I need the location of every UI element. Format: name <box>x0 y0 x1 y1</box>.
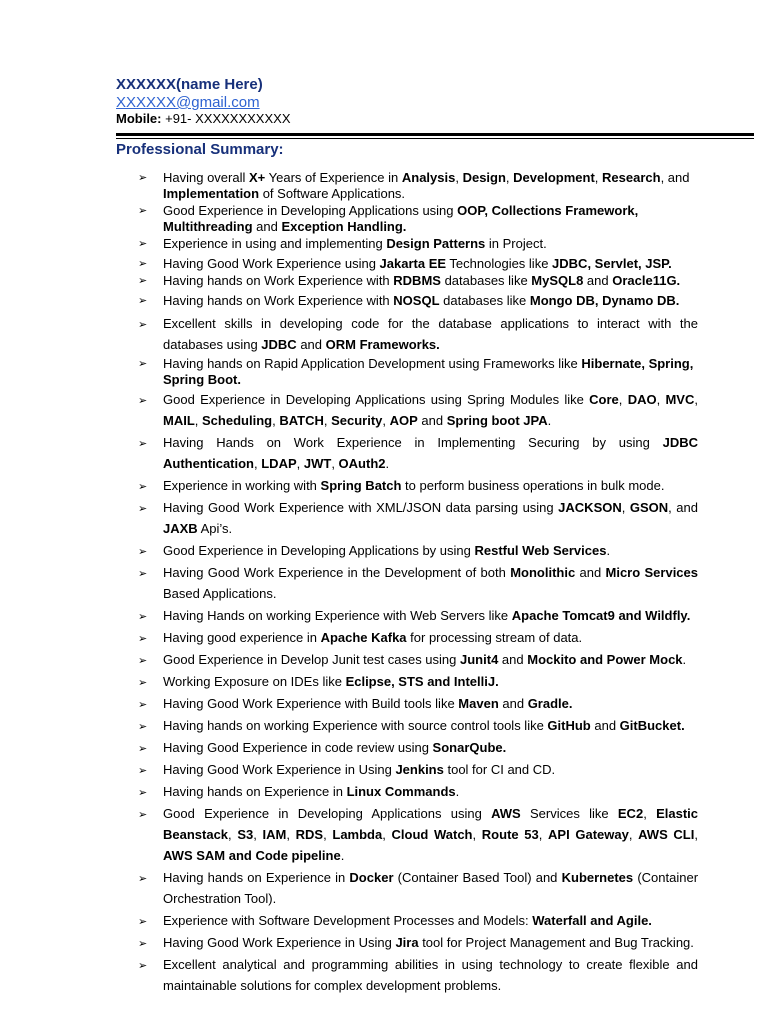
arrow-bullet-icon: ➢ <box>138 655 148 667</box>
summary-keyword: JDBC, Servlet, JSP. <box>552 256 672 271</box>
summary-keyword: AWS CLI <box>638 827 695 842</box>
summary-keyword: Jakarta EE <box>379 256 447 271</box>
summary-text: and <box>252 219 282 234</box>
summary-text: Having hands on Work Experience with <box>163 273 394 288</box>
summary-keyword: Jira <box>395 935 419 950</box>
summary-keyword: Apache Tomcat9 and Wildfly. <box>511 608 691 623</box>
summary-keyword: Micro Services <box>605 565 698 580</box>
summary-keyword: OAuth2 <box>338 456 386 471</box>
summary-text: , <box>594 170 603 185</box>
summary-keyword: OOP, Collections Framework, Multithreading <box>163 203 639 234</box>
summary-text: Having Good Work Experience in Using <box>163 935 396 950</box>
summary-keyword: Spring boot JPA <box>446 413 548 428</box>
summary-list <box>0 170 768 997</box>
summary-text: and <box>583 273 613 288</box>
summary-item <box>0 356 768 388</box>
summary-keyword: Kubernetes <box>561 870 634 885</box>
summary-text: , <box>382 827 392 842</box>
summary-keyword: Route 53 <box>481 827 539 842</box>
summary-item <box>0 867 768 909</box>
summary-text: of Software Applications. <box>259 186 406 201</box>
arrow-bullet-icon: ➢ <box>138 743 148 755</box>
arrow-bullet-icon: ➢ <box>138 275 148 287</box>
summary-text: Having hands on Experience in <box>163 784 347 799</box>
summary-keyword: JDBC Authentication <box>163 435 698 471</box>
summary-keyword: Eclipse, STS and IntelliJ. <box>345 674 499 689</box>
summary-text: , <box>296 456 304 471</box>
summary-item <box>0 715 768 736</box>
summary-item <box>0 540 768 561</box>
summary-text: Having Good Work Experience in Using <box>163 762 396 777</box>
arrow-bullet-icon: ➢ <box>138 721 148 733</box>
summary-keyword: AWS SAM and Code pipeline <box>163 848 341 863</box>
summary-text: , <box>254 456 262 471</box>
summary-keyword: MVC <box>665 392 695 407</box>
mobile-line <box>116 111 290 126</box>
summary-keyword: Core <box>589 392 619 407</box>
summary-text: , and <box>668 500 698 515</box>
summary-keyword: Oracle11G. <box>612 273 681 288</box>
summary-keyword: Analysis <box>401 170 456 185</box>
summary-keyword: DAO <box>627 392 657 407</box>
summary-text: , <box>618 392 628 407</box>
summary-text: Good Experience in Develop Junit test cases using <box>163 652 461 667</box>
summary-text: , <box>472 827 482 842</box>
summary-keyword: Apache Kafka <box>320 630 407 645</box>
summary-keyword: GSON <box>629 500 669 515</box>
summary-item <box>0 954 768 996</box>
summary-text: Good Experience in Developing Applications using Spring Modules like <box>163 392 590 407</box>
summary-text: . <box>606 543 611 558</box>
summary-keyword: Restful Web Services <box>474 543 607 558</box>
summary-keyword: Design Patterns <box>386 236 486 251</box>
summary-keyword: EC2 <box>617 806 644 821</box>
summary-text: Having hands on Experience in <box>163 870 350 885</box>
candidate-name: XXXXXX(name Here) <box>116 76 263 93</box>
summary-keyword: S3 <box>237 827 254 842</box>
summary-item <box>0 781 768 802</box>
summary-text: and <box>296 337 326 352</box>
arrow-bullet-icon: ➢ <box>138 960 148 972</box>
summary-text: Years of Experience in <box>265 170 402 185</box>
summary-keyword: ORM Frameworks. <box>325 337 440 352</box>
summary-keyword: Scheduling <box>202 413 273 428</box>
summary-text: for processing stream of data. <box>406 630 583 645</box>
summary-text: Working Exposure on IDEs like <box>163 674 346 689</box>
summary-text: to perform business operations in bulk mode. <box>401 478 665 493</box>
summary-keyword: LDAP <box>261 456 297 471</box>
summary-item <box>0 293 768 309</box>
summary-text: , <box>228 827 238 842</box>
arrow-bullet-icon: ➢ <box>138 916 148 928</box>
summary-item <box>0 803 768 866</box>
arrow-bullet-icon: ➢ <box>138 938 148 950</box>
summary-item <box>0 932 768 953</box>
summary-keyword: JAXB <box>163 521 198 536</box>
summary-text: , <box>694 392 698 407</box>
summary-keyword: Hibernate, Spring, Spring Boot. <box>163 356 694 387</box>
summary-keyword: JDBC <box>261 337 297 352</box>
summary-keyword: MAIL <box>163 413 195 428</box>
summary-text: , <box>253 827 263 842</box>
summary-keyword: Implementation <box>163 186 260 201</box>
arrow-bullet-icon: ➢ <box>138 873 148 885</box>
arrow-bullet-icon: ➢ <box>138 633 148 645</box>
summary-text: and <box>575 565 606 580</box>
summary-keyword: NOSQL <box>393 293 440 308</box>
summary-text: (Container Orchestration Tool). <box>163 870 699 906</box>
summary-keyword: GitBucket. <box>619 718 685 733</box>
summary-text: tool for Project Management and Bug Tracking. <box>418 935 694 950</box>
summary-text: . <box>682 652 687 667</box>
summary-text: , <box>323 413 332 428</box>
summary-keyword: Maven <box>458 696 499 711</box>
summary-item <box>0 432 768 474</box>
summary-text: , <box>323 827 333 842</box>
summary-item <box>0 273 768 289</box>
summary-item <box>0 497 768 539</box>
summary-text: . <box>385 456 390 471</box>
section-title: Professional Summary: <box>116 141 284 158</box>
header-divider-thin <box>116 138 754 139</box>
summary-keyword: Lambda <box>332 827 383 842</box>
summary-text: , <box>628 827 639 842</box>
summary-text: Having hands on Work Experience with <box>163 293 394 308</box>
summary-keyword: AOP <box>389 413 418 428</box>
summary-text: tool for CI and CD. <box>443 762 556 777</box>
summary-keyword: RDS <box>295 827 324 842</box>
summary-text: and <box>498 696 528 711</box>
arrow-bullet-icon: ➢ <box>138 395 148 407</box>
summary-keyword: BATCH <box>279 413 324 428</box>
summary-item <box>0 256 768 272</box>
summary-text: Good Experience in Developing Applications using <box>163 806 492 821</box>
summary-text: Api’s. <box>197 521 233 536</box>
summary-text: . <box>340 848 345 863</box>
summary-text: , <box>455 170 463 185</box>
summary-text: and <box>498 652 528 667</box>
summary-text: , <box>656 392 666 407</box>
summary-keyword: JWT <box>303 456 332 471</box>
arrow-bullet-icon: ➢ <box>138 481 148 493</box>
summary-item <box>0 627 768 648</box>
summary-text: Services like <box>520 806 618 821</box>
summary-text: and <box>417 413 447 428</box>
arrow-bullet-icon: ➢ <box>138 438 148 450</box>
summary-text: . <box>547 413 552 428</box>
summary-text: Good Experience in Developing Applications using <box>163 203 458 218</box>
summary-text: , <box>621 500 630 515</box>
arrow-bullet-icon: ➢ <box>138 568 148 580</box>
arrow-bullet-icon: ➢ <box>138 358 148 370</box>
arrow-bullet-icon: ➢ <box>138 809 148 821</box>
arrow-bullet-icon: ➢ <box>138 503 148 515</box>
summary-text: , <box>331 456 339 471</box>
summary-keyword: Waterfall and Agile. <box>532 913 652 928</box>
arrow-bullet-icon: ➢ <box>138 699 148 711</box>
arrow-bullet-icon: ➢ <box>138 611 148 623</box>
summary-text: , <box>272 413 280 428</box>
summary-keyword: Spring Batch <box>320 478 402 493</box>
summary-keyword: Docker <box>349 870 394 885</box>
summary-text: in Project. <box>485 236 547 251</box>
summary-keyword: RDBMS <box>393 273 441 288</box>
arrow-bullet-icon: ➢ <box>138 677 148 689</box>
arrow-bullet-icon: ➢ <box>138 546 148 558</box>
summary-text: Technologies like <box>446 256 553 271</box>
summary-text: , <box>538 827 549 842</box>
summary-text: Having hands on working Experience with source control tools like <box>163 718 548 733</box>
summary-item <box>0 693 768 714</box>
summary-keyword: SonarQube. <box>432 740 507 755</box>
summary-text: Excellent analytical and programming abilities in using technology to create flexible and maintainable solutions for complex development problems. <box>163 957 698 993</box>
summary-text: , <box>382 413 390 428</box>
summary-text: Based Applications. <box>163 586 277 601</box>
summary-keyword: Research <box>602 170 661 185</box>
summary-item <box>0 671 768 692</box>
summary-item <box>0 389 768 431</box>
summary-text: Having Good Work Experience with XML/JSON data parsing using <box>163 500 559 515</box>
summary-keyword: Monolithic <box>510 565 576 580</box>
summary-item <box>0 236 768 252</box>
summary-keyword: GitHub <box>547 718 591 733</box>
arrow-bullet-icon: ➢ <box>138 258 148 270</box>
summary-item <box>0 170 768 202</box>
summary-keyword: IAM <box>262 827 287 842</box>
summary-item <box>0 313 768 355</box>
summary-keyword: API Gateway <box>548 827 629 842</box>
summary-keyword: Mockito and Power Mock <box>527 652 683 667</box>
summary-text: , <box>505 170 514 185</box>
summary-text: , <box>286 827 296 842</box>
summary-keyword: X+ <box>249 170 266 185</box>
summary-item <box>0 910 768 931</box>
summary-item <box>0 203 768 235</box>
summary-keyword: Linux Commands <box>346 784 456 799</box>
arrow-bullet-icon: ➢ <box>138 172 148 184</box>
summary-keyword: Elastic Beanstack <box>163 806 698 842</box>
summary-text: Having Good Work Experience with Build tools like <box>163 696 459 711</box>
summary-text: Experience in using and implementing <box>163 236 387 251</box>
summary-keyword: Security <box>331 413 383 428</box>
summary-text: Experience in working with <box>163 478 321 493</box>
summary-keyword: Junit4 <box>460 652 499 667</box>
summary-text: , <box>643 806 657 821</box>
summary-text: (Container Based Tool) and <box>393 870 562 885</box>
summary-text: , <box>194 413 203 428</box>
summary-item <box>0 759 768 780</box>
summary-text: Having overall <box>163 170 249 185</box>
arrow-bullet-icon: ➢ <box>138 765 148 777</box>
summary-keyword: Gradle. <box>527 696 573 711</box>
summary-keyword: JACKSON <box>558 500 622 515</box>
summary-text: , <box>694 827 698 842</box>
summary-text: databases like <box>440 273 532 288</box>
summary-text: Having Good Work Experience using <box>163 256 380 271</box>
summary-text: databases like <box>439 293 530 308</box>
email-link[interactable]: XXXXXX@gmail.com <box>116 94 260 111</box>
summary-item <box>0 562 768 604</box>
summary-keyword: Design <box>462 170 506 185</box>
summary-text: Having Good Work Experience in the Development of both <box>163 565 511 580</box>
arrow-bullet-icon: ➢ <box>138 238 148 250</box>
summary-item <box>0 649 768 670</box>
summary-text: Having good experience in <box>163 630 321 645</box>
header-divider-thick <box>116 133 754 136</box>
summary-text: Good Experience in Developing Applications by using <box>163 543 475 558</box>
mobile-value: +91- XXXXXXXXXXX <box>161 111 291 126</box>
summary-keyword: Cloud Watch <box>391 827 473 842</box>
summary-keyword: Jenkins <box>395 762 444 777</box>
arrow-bullet-icon: ➢ <box>138 295 148 307</box>
summary-keyword: Exception Handling. <box>281 219 407 234</box>
summary-text: Having Good Experience in code review using <box>163 740 433 755</box>
mobile-label: Mobile: <box>116 111 162 126</box>
summary-item <box>0 605 768 626</box>
summary-keyword: Development <box>513 170 595 185</box>
summary-keyword: AWS <box>491 806 521 821</box>
summary-text: Excellent skills in developing code for the database applications to interact with the databases using <box>163 316 698 352</box>
summary-text: Experience with Software Development Processes and Models: <box>163 913 533 928</box>
arrow-bullet-icon: ➢ <box>138 205 148 217</box>
summary-item <box>0 737 768 758</box>
summary-text: , and <box>660 170 690 185</box>
summary-text: Having Hands on working Experience with Web Servers like <box>163 608 512 623</box>
summary-text: Having hands on Rapid Application Development using Frameworks like <box>163 356 582 371</box>
arrow-bullet-icon: ➢ <box>138 319 148 331</box>
summary-keyword: MySQL8 <box>531 273 584 288</box>
summary-text: Having Hands on Work Experience in Implementing Securing by using <box>163 435 663 450</box>
summary-text: and <box>590 718 620 733</box>
arrow-bullet-icon: ➢ <box>138 787 148 799</box>
summary-keyword: Mongo DB, Dynamo DB. <box>529 293 680 308</box>
summary-item <box>0 475 768 496</box>
summary-text: . <box>455 784 460 799</box>
